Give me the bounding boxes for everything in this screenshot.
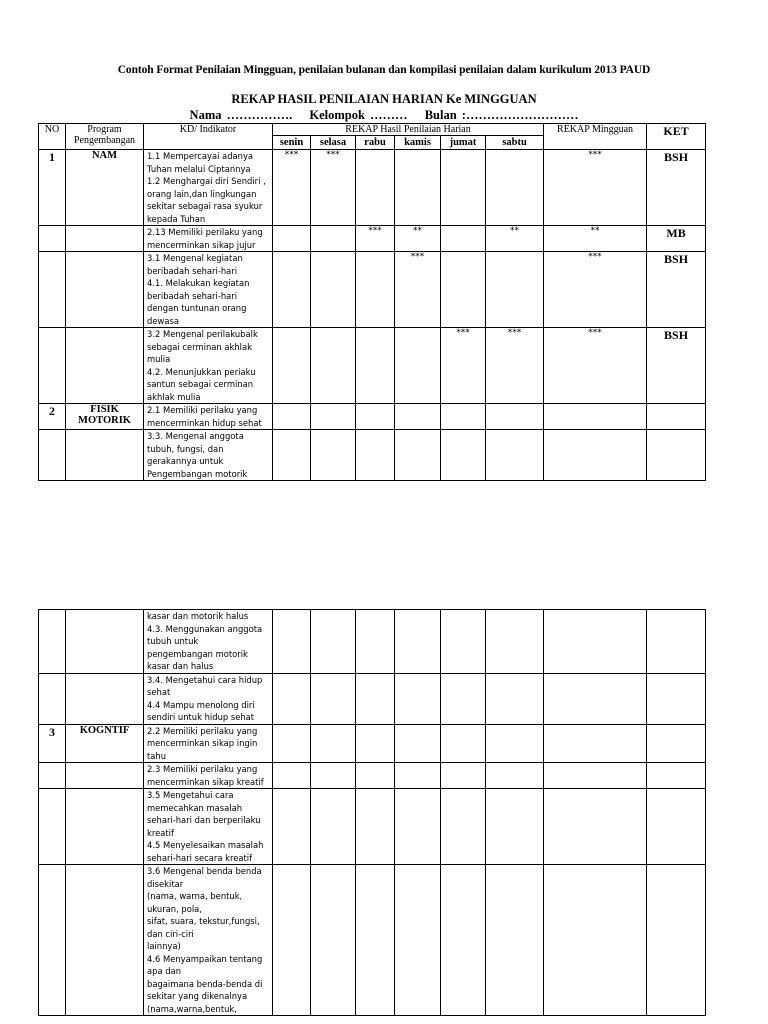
student-info-line xyxy=(0,108,768,123)
day-mark-sabtu xyxy=(486,430,544,481)
col-header-rekap-mingguan: REKAP Mingguan xyxy=(544,124,647,150)
assessment-table-page-1 xyxy=(38,123,706,481)
rekap-mingguan-mark xyxy=(544,789,647,865)
day-mark-selasa: *** xyxy=(311,150,356,226)
day-mark-jumat xyxy=(441,673,486,724)
table-row xyxy=(39,724,706,763)
program-name xyxy=(66,226,144,252)
col-header-rekap-harian: REKAP Hasil Penilaian Harian xyxy=(273,124,544,136)
col-header-day: rabu xyxy=(356,136,395,150)
table-row xyxy=(39,673,706,724)
rekap-title: REKAP HASIL PENILAIAN HARIAN Ke MINGGUAN xyxy=(231,92,537,106)
day-mark-sabtu xyxy=(486,150,544,226)
program-name xyxy=(66,430,144,481)
row-number xyxy=(39,252,66,328)
day-mark-kamis xyxy=(395,328,441,404)
day-mark-kamis xyxy=(395,404,441,430)
day-mark-rabu xyxy=(356,865,395,1016)
day-mark-jumat xyxy=(441,763,486,789)
day-mark-selasa xyxy=(311,404,356,430)
day-mark-senin xyxy=(273,724,311,763)
rekap-mingguan-mark xyxy=(544,610,647,674)
table-row xyxy=(39,150,706,226)
day-mark-selasa xyxy=(311,252,356,328)
ket-value xyxy=(647,673,706,724)
kd-indicator: 3.5 Mengetahui cara memecahkan masalah sehari-hari dan berperilaku kreatif 4.5 Menyelesaikan masalah sehari-hari secara kreatif xyxy=(144,789,273,865)
table-row xyxy=(39,226,706,252)
col-header-day: sabtu xyxy=(486,136,544,150)
day-mark-sabtu: *** xyxy=(486,328,544,404)
kd-indicator: 2.2 Memiliki perilaku yang mencerminkan sikap ingin tahu xyxy=(144,724,273,763)
day-mark-jumat xyxy=(441,252,486,328)
kd-indicator: 3.4. Mengetahui cara hidup sehat 4.4 Mampu menolong diri sendiri untuk hidup sehat xyxy=(144,673,273,724)
day-mark-rabu xyxy=(356,404,395,430)
col-header-day: selasa xyxy=(311,136,356,150)
kd-indicator: 1.1 Mempercayai adanya Tuhan melalui Ciptannya 1.2 Menghargai diri Sendiri , orang lain,dan lingkungan sekitar sebagai rasa syukur kepada Tuhan xyxy=(144,150,273,226)
ket-value xyxy=(647,763,706,789)
day-mark-jumat xyxy=(441,226,486,252)
day-mark-kamis xyxy=(395,150,441,226)
day-mark-jumat xyxy=(441,789,486,865)
rekap-mingguan-mark xyxy=(544,724,647,763)
row-number: 1 xyxy=(39,150,66,226)
day-mark-sabtu xyxy=(486,673,544,724)
program-name: KOGNTIF xyxy=(66,724,144,763)
ket-value: MB xyxy=(647,226,706,252)
day-mark-jumat xyxy=(441,404,486,430)
day-mark-kamis: *** xyxy=(395,252,441,328)
program-name xyxy=(66,252,144,328)
day-mark-rabu xyxy=(356,328,395,404)
day-mark-rabu xyxy=(356,430,395,481)
ket-value xyxy=(647,610,706,674)
day-mark-senin xyxy=(273,763,311,789)
day-mark-senin xyxy=(273,673,311,724)
program-name xyxy=(66,865,144,1016)
rekap-mingguan-mark: *** xyxy=(544,328,647,404)
day-mark-sabtu xyxy=(486,865,544,1016)
day-mark-senin xyxy=(273,252,311,328)
program-name xyxy=(66,610,144,674)
rekap-mingguan-mark: ** xyxy=(544,226,647,252)
day-mark-jumat xyxy=(441,150,486,226)
rekap-mingguan-mark xyxy=(544,430,647,481)
program-name xyxy=(66,789,144,865)
table-row xyxy=(39,610,706,674)
rekap-mingguan-mark xyxy=(544,763,647,789)
day-mark-kamis xyxy=(395,610,441,674)
row-number xyxy=(39,328,66,404)
rekap-mingguan-mark: *** xyxy=(544,150,647,226)
ket-value xyxy=(647,865,706,1016)
table-row xyxy=(39,404,706,430)
kelompok-field: Kelompok ……… xyxy=(309,108,408,122)
day-mark-selasa xyxy=(311,724,356,763)
table-row xyxy=(39,430,706,481)
day-mark-selasa xyxy=(311,226,356,252)
rekap-mingguan-mark: *** xyxy=(544,252,647,328)
kd-indicator: kasar dan motorik halus 4.3. Menggunakan anggota tubuh untuk pengembangan motorik kasar dan halus xyxy=(144,610,273,674)
row-number xyxy=(39,673,66,724)
row-number xyxy=(39,865,66,1016)
col-header-kd: KD/ Indikator xyxy=(144,124,273,150)
program-name: FISIK MOTORIK xyxy=(66,404,144,430)
kd-indicator: 2.3 Memiliki perilaku yang mencerminkan sikap kreatif xyxy=(144,763,273,789)
day-mark-selasa xyxy=(311,328,356,404)
day-mark-senin xyxy=(273,328,311,404)
day-mark-sabtu xyxy=(486,763,544,789)
row-number xyxy=(39,430,66,481)
program-name xyxy=(66,763,144,789)
day-mark-rabu xyxy=(356,724,395,763)
day-mark-sabtu xyxy=(486,252,544,328)
day-mark-jumat xyxy=(441,724,486,763)
day-mark-jumat: *** xyxy=(441,328,486,404)
ket-value xyxy=(647,430,706,481)
rekap-mingguan-mark xyxy=(544,404,647,430)
row-number: 3 xyxy=(39,724,66,763)
row-number: 2 xyxy=(39,404,66,430)
table-row xyxy=(39,789,706,865)
program-name xyxy=(66,673,144,724)
program-name xyxy=(66,328,144,404)
day-mark-senin xyxy=(273,610,311,674)
day-mark-jumat xyxy=(441,865,486,1016)
day-mark-kamis xyxy=(395,763,441,789)
day-mark-sabtu xyxy=(486,789,544,865)
day-mark-jumat xyxy=(441,610,486,674)
table-row xyxy=(39,763,706,789)
day-mark-kamis xyxy=(395,673,441,724)
rekap-mingguan-mark xyxy=(544,865,647,1016)
assessment-table-page-2 xyxy=(38,609,706,1016)
kd-indicator: 3.1 Mengenal kegiatan beribadah sehari-hari 4.1. Melakukan kegiatan beribadah sehari-hari dengan tuntunan orang dewasa xyxy=(144,252,273,328)
rekap-mingguan-mark xyxy=(544,673,647,724)
row-number xyxy=(39,226,66,252)
day-mark-senin xyxy=(273,430,311,481)
day-mark-kamis xyxy=(395,865,441,1016)
bulan-field: Bulan :……………………… xyxy=(424,108,579,122)
day-mark-kamis xyxy=(395,430,441,481)
ket-value xyxy=(647,789,706,865)
day-mark-selasa xyxy=(311,789,356,865)
ket-value: BSH xyxy=(647,328,706,404)
program-name: NAM xyxy=(66,150,144,226)
kd-indicator: 3.2 Mengenal perilakubalk sebagai cerminan akhlak mulia 4.2. Menunjukkan periaku santun sebagai cerminan akhlak mulia xyxy=(144,328,273,404)
day-mark-kamis xyxy=(395,724,441,763)
day-mark-jumat xyxy=(441,430,486,481)
nama-field: Nama ……………. xyxy=(189,108,293,122)
col-header-day: senin xyxy=(273,136,311,150)
kd-indicator: 2.13 Memiliki perilaku yang mencerminkan sikap jujur xyxy=(144,226,273,252)
day-mark-selasa xyxy=(311,865,356,1016)
day-mark-rabu: *** xyxy=(356,226,395,252)
col-header-no: NO xyxy=(39,124,66,150)
day-mark-selasa xyxy=(311,430,356,481)
table-row xyxy=(39,865,706,1016)
day-mark-senin xyxy=(273,789,311,865)
day-mark-sabtu xyxy=(486,404,544,430)
day-mark-senin xyxy=(273,865,311,1016)
day-mark-rabu xyxy=(356,252,395,328)
day-mark-sabtu xyxy=(486,610,544,674)
row-number xyxy=(39,789,66,865)
document-title: Contoh Format Penilaian Mingguan, penilaian bulanan dan kompilasi penilaian dalam kurikulum 2013 PAUD xyxy=(117,64,651,76)
day-mark-rabu xyxy=(356,150,395,226)
day-mark-selasa xyxy=(311,763,356,789)
day-mark-selasa xyxy=(311,610,356,674)
day-mark-kamis: ** xyxy=(395,226,441,252)
day-mark-senin xyxy=(273,226,311,252)
col-header-ket: KET xyxy=(647,124,706,150)
table-row xyxy=(39,328,706,404)
day-mark-sabtu xyxy=(486,724,544,763)
day-mark-rabu xyxy=(356,763,395,789)
ket-value: BSH xyxy=(647,150,706,226)
ket-value: BSH xyxy=(647,252,706,328)
kd-indicator: 2.1 Memiliki perilaku yang mencerminkan hidup sehat xyxy=(144,404,273,430)
kd-indicator: 3.6 Mengenal benda benda disekitar (nama, warna, bentuk, ukuran, pola, sifat, suara, tekstur,fungsi, dan ciri-ciri lainnya) 4.6 Menyampaikan tentang apa dan bagaimana benda-benda di sekitar yang dikenalnya (nama,warna,bentuk, xyxy=(144,865,273,1016)
ket-value xyxy=(647,404,706,430)
day-mark-rabu xyxy=(356,673,395,724)
col-header-program: Program Pengembangan xyxy=(66,124,144,150)
day-mark-rabu xyxy=(356,789,395,865)
day-mark-senin: *** xyxy=(273,150,311,226)
table-row xyxy=(39,252,706,328)
col-header-day: jumat xyxy=(441,136,486,150)
day-mark-selasa xyxy=(311,673,356,724)
ket-value xyxy=(647,724,706,763)
col-header-day: kamis xyxy=(395,136,441,150)
kd-indicator: 3.3. Mengenal anggota tubuh, fungsi, dan gerakannya untuk Pengembangan motorik xyxy=(144,430,273,481)
day-mark-rabu xyxy=(356,610,395,674)
day-mark-kamis xyxy=(395,789,441,865)
row-number xyxy=(39,763,66,789)
day-mark-senin xyxy=(273,404,311,430)
row-number xyxy=(39,610,66,674)
day-mark-sabtu: ** xyxy=(486,226,544,252)
